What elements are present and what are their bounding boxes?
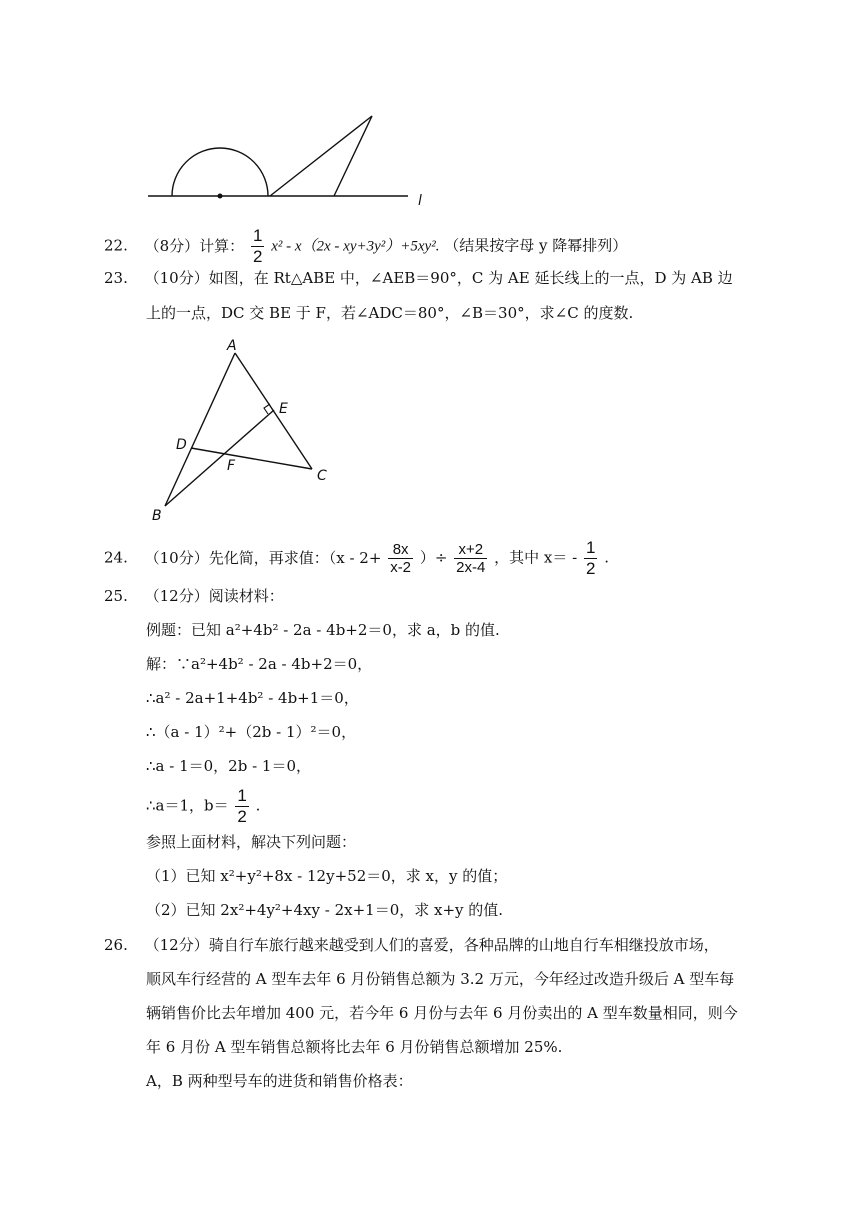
point-f-label: F (227, 458, 236, 474)
segment-ab (165, 353, 235, 506)
q25-sol5-fraction: $\frac{1}{2}$ (237, 786, 247, 826)
q22-fraction: $\frac{1}{2}$ (252, 226, 263, 266)
circle-center-point (218, 194, 223, 199)
q25-solution-5 (146, 786, 260, 827)
q25-part-2: （2）已知 2x²+4y²+4xy - 2x+1＝0，求 x+y 的值. (146, 901, 504, 919)
point-c-label: C (317, 468, 327, 484)
question-23-line1 (104, 267, 733, 289)
point-e-label: E (279, 401, 288, 417)
point-b-label: B (152, 508, 162, 524)
q25-sol5-end: . (255, 796, 261, 815)
q26-text-3: 辆销售价比去年增加 400 元，若今年 6 月份与去年 6 月份卖出的 A 型车数量相同，则今 (146, 1004, 738, 1022)
q26-text-5: A，B 两种型号车的进货和销售价格表： (146, 1072, 413, 1090)
question-26-line1 (104, 934, 719, 956)
triangle-abec-figure (145, 336, 345, 526)
q25-solution-3: ∴（a - 1）²+（2b - 1）²＝0， (146, 723, 357, 741)
question-number: 26. (104, 936, 128, 954)
semicircle-triangle-figure (146, 110, 431, 210)
question-number: 24. (104, 548, 128, 567)
line-l-label: l (418, 193, 422, 209)
q24-text-c: ，其中 x＝ - (494, 548, 578, 567)
question-25-title (104, 585, 284, 607)
q25-title: （12分）阅读材料： (144, 587, 284, 605)
question-22 (104, 226, 627, 267)
q24-text-d: . (604, 548, 610, 567)
q24-fraction-3: $\frac{1}{2}$ (586, 538, 596, 578)
q25-part-1: （1）已知 x²+y²+8x - 12y+52＝0，求 x，y 的值； (146, 867, 508, 885)
q24-text-a: （10分）先化简，再求值：（x - 2+ (144, 548, 382, 567)
q25-refer: 参照上面材料，解决下列问题： (146, 833, 357, 851)
point-d-label: D (176, 437, 187, 453)
q22-expression: x² - x（2x - xy+3y²）+5xy². (271, 238, 440, 255)
q23-text-2: 上的一点，DC 交 BE 于 F，若∠ADC＝80°，∠B＝30°，求∠C 的度数. (146, 304, 634, 322)
q25-solution-1: 解：∵a²+4b² - 2a - 4b+2＝0， (146, 655, 373, 673)
q23-text-1: （10分）如图，在 Rt△ABE 中，∠AEB＝90°，C 为 AE 延长线上的一点，D 为 AB 边 (144, 269, 733, 287)
semicircle-arc (172, 148, 268, 196)
question-number: 25. (104, 587, 128, 605)
q22-note: （结果按字母 y 降幂排列） (444, 236, 628, 255)
q26-text-4: 年 6 月份 A 型车销售总额将比去年 6 月份销售总额增加 25%. (146, 1038, 563, 1056)
question-number: 22. (104, 236, 128, 255)
point-a-label: A (227, 338, 237, 354)
segment-be (165, 410, 274, 506)
q26-text-1: （12分）骑自行车旅行越来越受到人们的喜爱，各种品牌的山地自行车相继投放市场， (144, 936, 719, 954)
q24-text-b: ）÷ (419, 548, 448, 567)
question-23-line2 (146, 302, 633, 324)
q24-fraction-2: $\frac{x+2}{2x-4}$ (456, 541, 486, 576)
q22-score: （8分）计算： (144, 236, 245, 255)
question-number: 23. (104, 269, 128, 287)
q25-sol5-text: ∴a＝1，b＝ (146, 796, 229, 815)
q25-example: 例题：已知 a²+4b² - 2a - 4b+2＝0，求 a，b 的值. (146, 621, 500, 639)
question-24 (104, 538, 609, 579)
q26-text-2: 顺风车行经营的 A 型车去年 6 月份销售总额为 3.2 万元，今年经过改造升级后 A 型车每 (146, 970, 735, 988)
q25-solution-2: ∴a² - 2a+1+4b² - 4b+1＝0， (146, 689, 359, 707)
q25-solution-4: ∴a - 1＝0，2b - 1＝0， (146, 757, 312, 775)
triangle (270, 116, 372, 196)
segment-dc (191, 448, 312, 469)
q24-fraction-1: $\frac{8x}{x-2}$ (390, 541, 412, 576)
